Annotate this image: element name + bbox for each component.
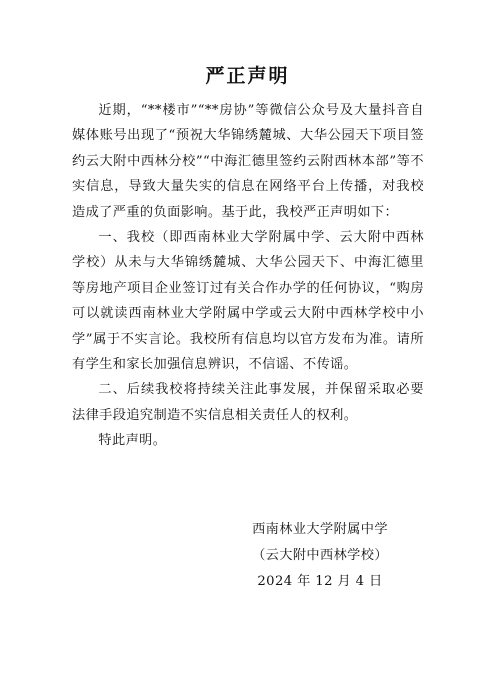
signature-date: 2024 年 12 月 4 日 xyxy=(257,574,383,589)
paragraph-intro: 近期，“**楼市”“**房协”等微信公众号及大量抖音自媒体账号出现了“预祝大华锦绣麓城、大华公园天下项目签约云大附中西林分校”“中海汇德里签约云附西林本部”等不实信息，导致大量失实的信息在网络平台上传播，对我校造成了严重的负面影响。基于此，我校严正声明如下： xyxy=(72,103,424,220)
signature-block xyxy=(240,517,400,595)
statement-body xyxy=(72,98,424,454)
document-title: 严正声明 xyxy=(205,65,290,87)
signature-alias: （云大附中西林学校） xyxy=(252,548,388,563)
paragraph-clause-two: 二、后续我校将持续关注此事发展，并保留采取必要法律手段追究制造不实信息相关责任人的权利。 xyxy=(72,382,424,423)
paragraph-clause-one: 一、我校（即西南林业大学附属中学、云大附中西林学校）从未与大华锦绣麓城、大华公园天下、中海汇德里等房地产项目企业签订过有关合作办学的任何协议，“购房可以就读西南林业大学附属中学或云大附中西林学校中小学”属于不实言论。我校所有信息均以官方发布为准。请所有学生和家长加强信息辨识，不信谣、不传谣。 xyxy=(72,230,424,373)
signature-organization: 西南林业大学附属中学 xyxy=(252,522,388,537)
paragraph-closing: 特此声明。 xyxy=(98,433,167,449)
